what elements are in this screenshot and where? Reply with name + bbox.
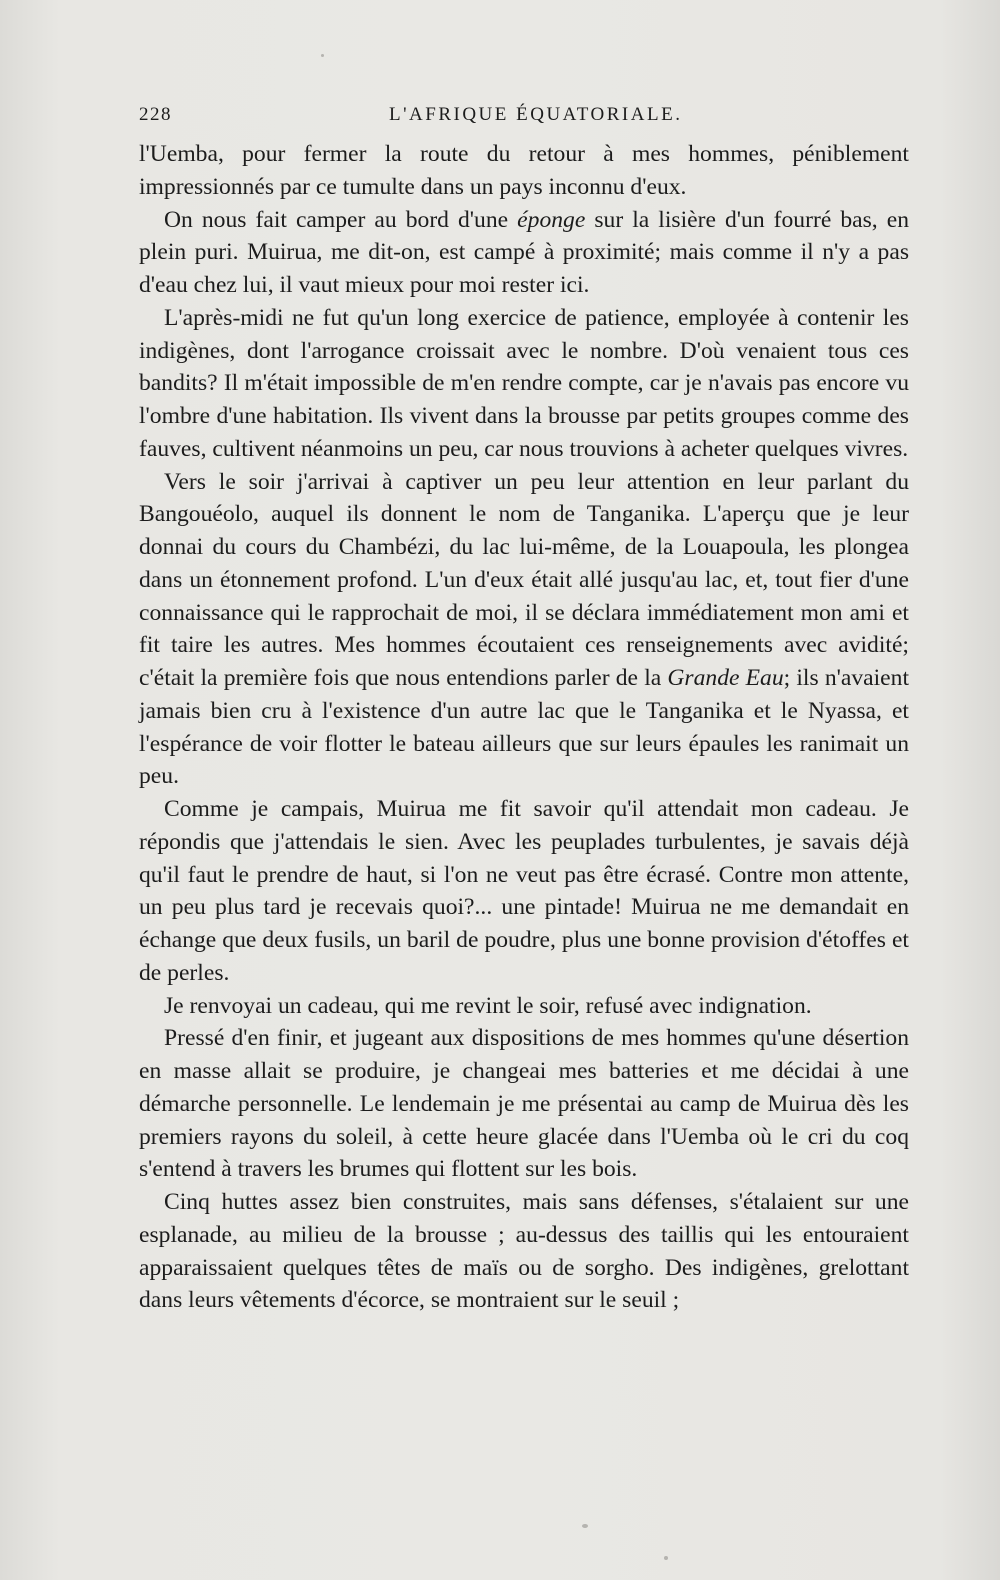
- text-run: l'Uemba, pour fermer la route du retour à mes hommes, péniblement impressionnés par ce tumulte dans un pays inconnu d'eux.: [139, 141, 909, 200]
- italic-phrase: Grande Eau: [667, 665, 784, 691]
- print-speck: [664, 1556, 668, 1560]
- paragraph: [139, 793, 909, 990]
- paragraph: [139, 466, 909, 794]
- page-number: 228: [139, 104, 172, 125]
- text-run: Je renvoyai un cadeau, qui me revint le soir, refusé avec indignation.: [164, 992, 812, 1019]
- running-title: L'AFRIQUE ÉQUATORIALE.: [389, 104, 683, 125]
- text-run: ; ils n'avaient jamais bien cru à l'existence d'un autre lac que le Tanganika et le Nyassa, et l'espérance de voir flotter le bateau ailleurs que sur leurs épaules les ranimait un peu.: [139, 665, 909, 790]
- text-run: sur la lisière d'un fourré bas, en plein puri. Muirua, me dit-on, est campé à proximité; mais comme il n'y a pas d'eau chez lui, il vaut mieux pour moi rester ici.: [139, 206, 909, 298]
- paragraph: [139, 1022, 909, 1186]
- text-run: Comme je campais, Muirua me fit savoir qu'il attendait mon cadeau. Je répondis que j'attendais le sien. Avec les peuplades turbulentes, je savais déjà qu'il faut le prendre de haut, si l'on ne veut pas être écrasé. Contre mon attente, un peu plus tard je recevais quoi?... une pintade! Muirua ne me demandait en échange que deux fusils, un baril de poudre, plus une bonne provision d'étoffes et de perles.: [139, 796, 909, 986]
- text-run: Cinq huttes assez bien construites, mais sans défenses, s'étalaient sur une esplanade, au milieu de la brousse ; au-dessus des taillis qui les entouraient apparaissaient quelques têtes de maïs ou de sorgho. Des indigènes, grelottant dans leurs vêtements d'écorce, se montraient sur le seuil ;: [139, 1189, 909, 1314]
- italic-phrase: éponge: [517, 206, 586, 233]
- paragraph: [139, 1186, 909, 1317]
- paragraph: [139, 302, 909, 466]
- body-text: [139, 138, 909, 1317]
- paragraph: [139, 138, 909, 204]
- print-speck: [582, 1524, 588, 1528]
- print-speck: [321, 54, 324, 57]
- page-header: [139, 104, 909, 130]
- text-run: Vers le soir j'arrivai à captiver un peu leur attention en leur parlant du Bangouéolo, auquel ils donnent le nom de Tanganika. L'aperçu que je leur donnai du cours du Chambézi, du lac lui-même, de la Louapoula, les plongea dans un étonnement profond. L'un d'eux était allé jusqu'au lac, et, tout fier d'une connaissance qui le rapprochait de moi, il se déclara immédiatement mon ami et fit taire les autres. Mes hommes écoutaient ces renseignements avec avidité; c'était la première fois que nous entendions parler de la: [139, 468, 909, 691]
- text-run: L'après-midi ne fut qu'un long exercice de patience, employée à contenir les indigènes, dont l'arrogance croissait avec le nombre. D'où venaient tous ces bandits? Il m'était impossible de m'en rendre compte, car je n'avais pas encore vu l'ombre d'une habitation. Ils vivent dans la brousse par petits groupes comme des fauves, cultivent néanmoins un peu, car nous trouvions à acheter quelques vivres.: [139, 304, 909, 462]
- paragraph: [139, 204, 909, 302]
- text-run: Pressé d'en finir, et jugeant aux dispositions de mes hommes qu'une désertion en masse allait se produire, je changeai mes batteries et me décidai à une démarche personnelle. Le lendemain je me présentai au camp de Muirua dès les premiers rayons du soleil, à cette heure glacée dans l'Uemba où le cri du coq s'entend à travers les brumes qui flottent sur les bois.: [139, 1025, 909, 1183]
- text-run: On nous fait camper au bord d'une: [164, 206, 518, 233]
- paragraph: [139, 990, 909, 1023]
